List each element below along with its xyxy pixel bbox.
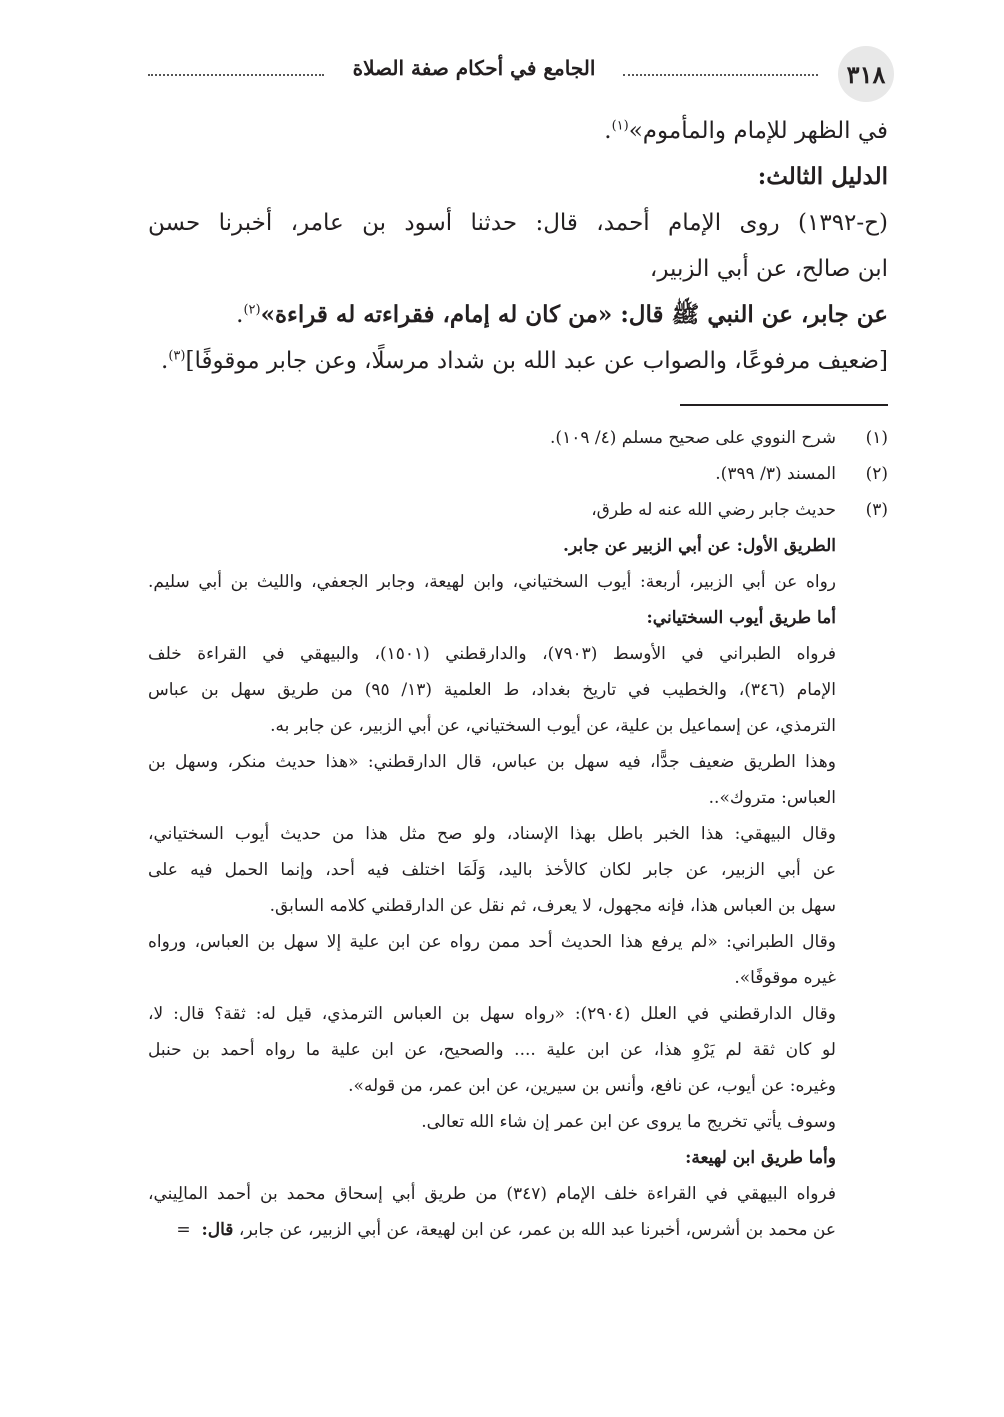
footnote-line: وقال البيهقي: هذا الخبر باطل بهذا الإسناد، ولو صح مثل هذا من حديث أيوب السختياني،	[148, 824, 836, 844]
continuation-mark: =	[176, 1220, 191, 1240]
footnote	[148, 492, 888, 528]
section-heading: الدليل الثالث:	[757, 163, 888, 190]
footnote-line: وقال الدارقطني في العلل (٢٩٠٤): «رواه سهل بن العباس الترمذي، قيل له: ثقة؟ قال: لا،	[148, 1004, 836, 1024]
footnote-line: عن أبي الزبير، عن جابر لكان كالأخذ باليد، وَلَمَا اختلف فيه أحد، وإنما الحمل فيه على	[148, 860, 836, 880]
footnote-number: (٢)	[865, 464, 888, 484]
footnote-line: الإمام (٣٤٦)، والخطيب في تاريخ بغداد، ط العلمية (١٣/ ٩٥) من طريق سهل بن عباس	[148, 680, 836, 700]
footnote-text: حديث جابر رضي الله عنه له طرق،	[591, 500, 836, 520]
footnote-line: عن محمد بن أشرس، أخبرنا عبد الله بن عمر، عن ابن لهيعة، عن أبي الزبير، عن جابر، قال: =	[176, 1220, 836, 1240]
footnote-number: (٣)	[865, 500, 888, 520]
footnote-text: شرح النووي على صحيح مسلم (٤/ ١٠٩).	[550, 428, 836, 448]
footnote-line: وسوف يأتي تخريج ما يروى عن ابن عمر إن شاء الله تعالى.	[421, 1112, 836, 1132]
footnote-line: لو كان ثقة لم يَرْوِ هذا، عن ابن علية .... والصحيح، عن ابن علية ما رواه أحمد بن حنبل	[148, 1040, 836, 1060]
footnote	[148, 456, 888, 492]
footnote-line: وغيره: عن أيوب، عن نافع، وأنس بن سيرين، عن ابن عمر، من قوله».	[348, 1076, 836, 1096]
running-head	[148, 56, 828, 86]
page-number: ٣١٨	[838, 46, 894, 102]
footnote-line: فرواه الطبراني في الأوسط (٧٩٠٣)، والدارقطني (١٥٠١)، والبيهقي في القراءة خلف	[148, 644, 836, 664]
footnote-subheading: الطريق الأول: عن أبي الزبير عن جابر.	[563, 536, 836, 556]
footnote-separator	[680, 404, 888, 406]
footnote-subheading: وأما طريق ابن لهيعة:	[685, 1148, 836, 1168]
header-dotted-leader	[148, 74, 324, 76]
text-line: (ح-١٣٩٢) روى الإمام أحمد، قال: حدثنا أسود بن عامر، أخبرنا حسن	[148, 210, 888, 236]
footnote-line: وقال الطبراني: «لم يرفع هذا الحديث أحد ممن رواه عن ابن علية إلا سهل بن العباس، ورواه	[148, 932, 836, 952]
footnote-line: سهل بن العباس هذا، فإنه مجهول، لا يعرف، ثم نقل عن الدارقطني كلامه السابق.	[269, 896, 836, 916]
footnote-subheading: أما طريق أيوب السختياني:	[646, 608, 836, 628]
header-dotted-leader	[623, 74, 818, 76]
footnote-ref[interactable]: (٢)	[243, 302, 261, 318]
footnote-line: العباس: متروك»..	[708, 788, 836, 808]
text-line: ابن صالح، عن أبي الزبير،	[649, 256, 888, 282]
footnote-number: (١)	[865, 428, 888, 448]
footnote-line: فرواه البيهقي في القراءة خلف الإمام (٣٤٧) من طريق أبي إسحاق محمد بن أحمد المالِيني،	[148, 1184, 836, 1204]
footnote-ref[interactable]: (٣)	[168, 348, 186, 364]
footnote-text: المسند (٣/ ٣٩٩).	[715, 464, 836, 484]
footnote-line: رواه عن أبي الزبير، أربعة: أيوب السختياني، وابن لهيعة، وجابر الجعفي، والليث بن أبي سليم.	[148, 572, 836, 592]
hadith-text: عن جابر، عن النبي ﷺ قال: «من كان له إمام، فقراءته له قراءة»$^{(٢)}$.	[236, 301, 888, 328]
grading-text: [ضعيف مرفوعًا، والصواب عن عبد الله بن شداد مرسلًا، وعن جابر موقوفًا]$^{(٣)}$.	[161, 348, 888, 374]
running-title: الجامع في أحكام صفة الصلاة	[352, 56, 596, 80]
footnote-ref[interactable]: (١)	[611, 118, 629, 134]
text-line: في الظهر للإمام والمأموم»$^{(١)}$.	[604, 118, 888, 144]
footnote-line: وهذا الطريق ضعيف جدًّا، فيه سهل بن عباس، قال الدارقطني: «هذا حديث منكر، وسهل بن	[148, 752, 836, 772]
footnote	[148, 420, 888, 456]
footnote-line: الترمذي، عن إسماعيل بن علية، عن أيوب السختياني، عن أبي الزبير، عن جابر به.	[270, 716, 836, 736]
footnotes	[148, 420, 888, 1248]
main-text	[148, 108, 888, 384]
footnote-line: غيره موقوفًا».	[734, 968, 836, 988]
